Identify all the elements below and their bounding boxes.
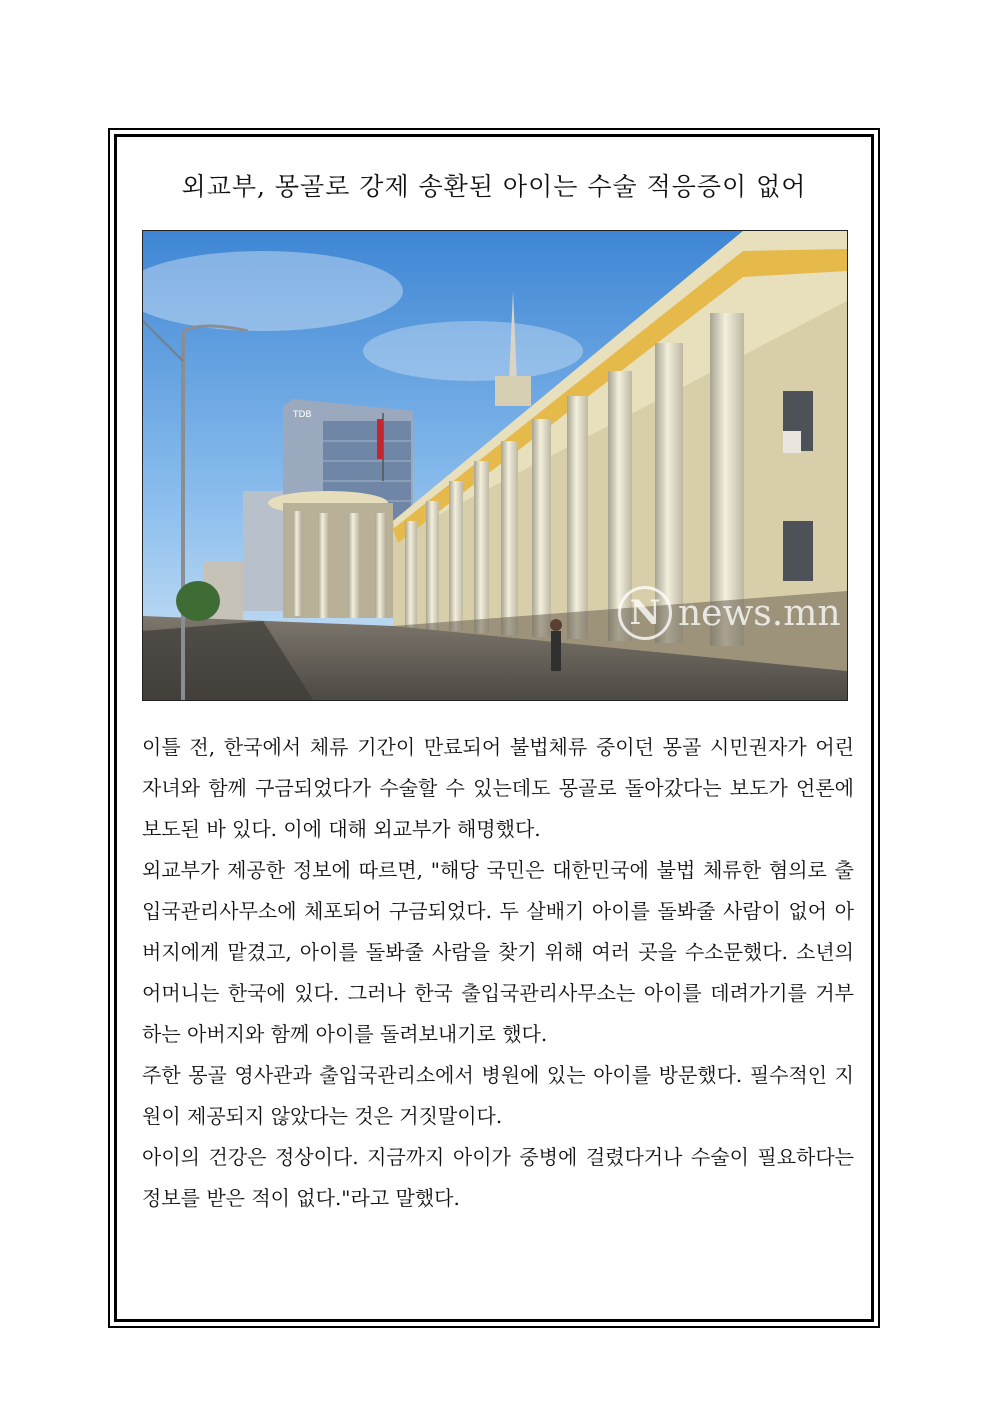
- page-frame-inner: [114, 134, 874, 1322]
- paragraph-1: 이틀 전, 한국에서 체류 기간이 만료되어 불법체류 중이던 몽골 시민권자가 어린 자녀와 함께 구금되었다가 수술할 수 있는데도 몽골로 돌아갔다는 보도가 언론에 보도된 바 있다. 이에 대해 외교부가 해명했다.: [142, 735, 854, 841]
- watermark-text: news.mn: [678, 592, 841, 634]
- paragraph-3: 주한 몽골 영사관과 출입국관리소에서 병원에 있는 아이를 방문했다. 필수적인 지원이 제공되지 않았다는 것은 거짓말이다.: [142, 1063, 854, 1128]
- paragraph-4: 아이의 건강은 정상이다. 지금까지 아이가 중병에 걸렸다거나 수술이 필요하다는 정보를 받은 적이 없다."라고 말했다.: [142, 1145, 854, 1210]
- news-logo-icon: N: [618, 586, 672, 640]
- building-sign-text: TDB: [293, 410, 312, 420]
- article-body: [142, 727, 854, 1219]
- page-frame-outer: [108, 128, 880, 1328]
- article-title: 외교부, 몽골로 강제 송환된 아이는 수술 적응증이 없어: [181, 172, 807, 201]
- article-photo: [142, 230, 848, 701]
- news-watermark: [618, 586, 841, 640]
- paragraph-2: 외교부가 제공한 정보에 따르면, "해당 국민은 대한민국에 불법 체류한 혐의로 출입국관리사무소에 체포되어 구금되었다. 두 살배기 아이를 돌봐줄 사람이 없어 아버지에게 맡겼고, 아이를 돌봐줄 사람을 찾기 위해 여러 곳을 수소문했다. 소년의 어머니는 한국에 있다. 그러나 한국 출입국관리사무소는 아이를 데려가기를 거부하는 아버지와 함께 아이를 돌려보내기로 했다.: [142, 858, 854, 1046]
